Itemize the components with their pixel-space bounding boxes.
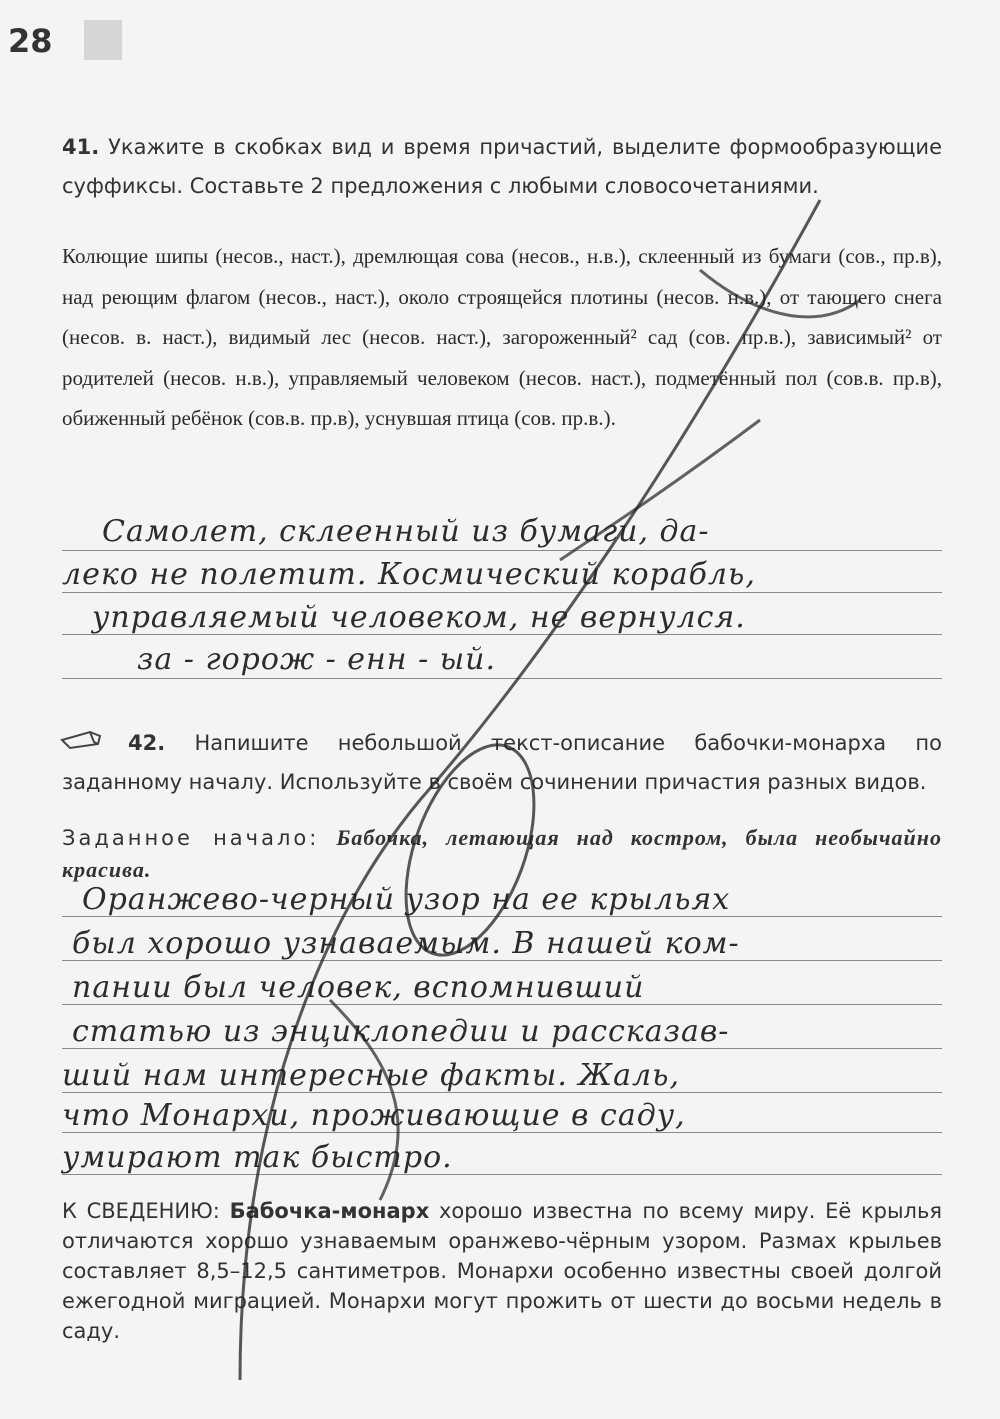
task-41-instruction bbox=[62, 128, 942, 206]
task-42-instruction bbox=[62, 724, 942, 802]
given-start-label: Заданное начало: bbox=[62, 826, 320, 850]
answer-41-area bbox=[62, 514, 942, 690]
answer-42-line: Оранжево-черный узор на ее крыльях bbox=[82, 882, 731, 917]
page-header-block bbox=[84, 20, 122, 60]
info-bold-term: Бабочка-монарх bbox=[229, 1199, 430, 1223]
info-block bbox=[62, 1196, 942, 1346]
answer-41-line: управляемый человеком, не вернулся. bbox=[92, 600, 746, 635]
given-start bbox=[62, 822, 942, 886]
exercise-41-text: Колющие шипы (несов., наст.), дремлющая сова (несов., н.в.), склеенный из бумаги (сов., пр.в), над реющим флагом (несов., наст.), около строящейся плотины (несов. н.в.), от тающего снега (несов. в. наст.), видимый лес (несов. наст.), загороженный² сад (сов. пр.в.), зависимый² от родителей (несов. н.в.), управляемый человеком (несов. наст.), подметённый пол (сов.в. пр.в), обиженный ребёнок (сов.в. пр.в), уснувшая птица (сов. пр.в.). bbox=[62, 244, 942, 430]
answer-41-line: Самолет, склеенный из бумаги, да- bbox=[102, 514, 710, 549]
info-text: хорошо известна по всему миру. Её крылья отличаются хорошо узнаваемым оранжево-чёрным узором. Размах крыльев составляет 8,5–12,5 сантиметров. Монархи особенно известны своей долгой ежегодной миграцией. Монархи могут прожить от шести до восьми недель в саду. bbox=[62, 1199, 942, 1343]
answer-42-area bbox=[62, 880, 942, 1180]
answer-42-line: пании был человек, вспомнивший bbox=[72, 970, 645, 1005]
ruled-line bbox=[62, 592, 942, 593]
task-41-number: 41. bbox=[62, 135, 100, 159]
answer-41-line: за - горож - енн - ый. bbox=[137, 642, 497, 677]
answer-42-line: умирают так быстро. bbox=[62, 1140, 453, 1175]
task-41-text: Укажите в скобках вид и время причастий, выделите формообразующие суффиксы. Составьте 2 предложения с любыми словосочетаниями. bbox=[62, 135, 942, 198]
answer-42-line: статью из энциклопедии и рассказав- bbox=[72, 1014, 730, 1049]
answer-42-line: что Монархи, проживающие в саду, bbox=[62, 1098, 686, 1133]
given-start-text: Бабочка, летающая над костром, была необычайно красива. bbox=[62, 825, 942, 882]
answer-42-line: ший нам интересные факты. Жаль, bbox=[62, 1058, 680, 1093]
page-number: 28 bbox=[8, 22, 53, 60]
ruled-line bbox=[62, 550, 942, 551]
ruled-line bbox=[62, 678, 942, 679]
answer-41-line: леко не полетит. Космический корабль, bbox=[62, 557, 756, 592]
task-42-number: 42. bbox=[128, 731, 166, 755]
task-42-text: Напишите небольшой текст-описание бабочки-монарха по заданному началу. Используйте в своём сочинении причастия разных видов. bbox=[62, 731, 942, 794]
info-prefix: К СВЕДЕНИЮ: bbox=[62, 1199, 220, 1223]
answer-42-line: был хорошо узнаваемым. В нашей ком- bbox=[72, 926, 740, 961]
